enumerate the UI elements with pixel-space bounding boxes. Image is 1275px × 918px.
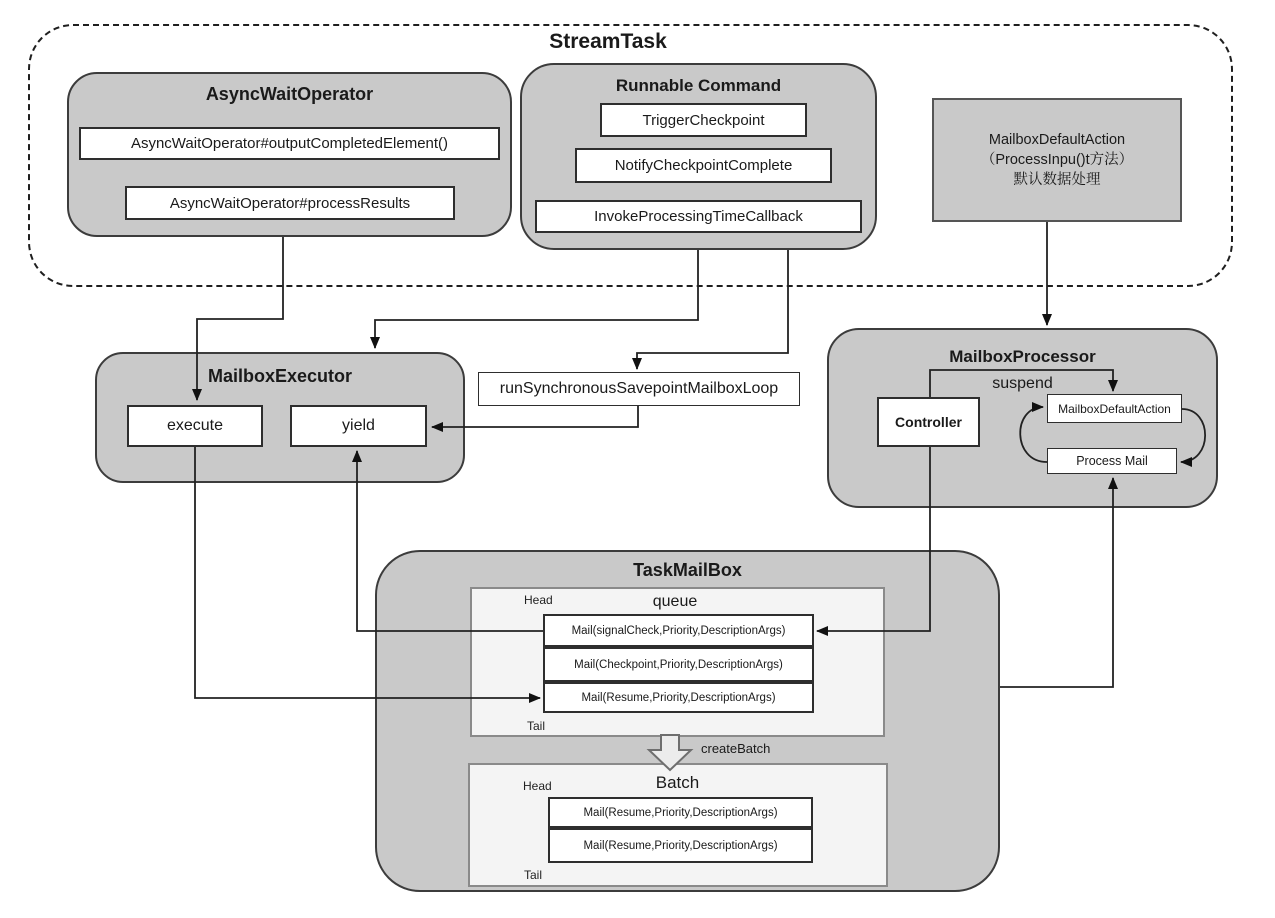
mailbox-default-action-source-line2: （ProcessInpu()t方法） xyxy=(980,152,1134,168)
process-mail-box: Process Mail xyxy=(1047,448,1177,474)
mailbox-processor-title: MailboxProcessor xyxy=(949,347,1096,366)
suspend-label: suspend xyxy=(992,375,1053,392)
batch-tail-label: Tail xyxy=(524,868,543,882)
runnable-command-title: Runnable Command xyxy=(615,76,782,95)
streamtask-title: StreamTask xyxy=(549,30,667,53)
queue-mail-row-3: Mail(Resume,Priority,DescriptionArgs) xyxy=(543,682,814,713)
mailbox-default-action-source-line3: 默认数据处理 xyxy=(1013,172,1101,188)
execute-box: execute xyxy=(127,405,263,447)
mailbox-default-action-box: MailboxDefaultAction xyxy=(1047,394,1182,423)
asyncwaitoperator-process-results: AsyncWaitOperator#processResults xyxy=(125,186,455,220)
batch-mail-row-2: Mail(Resume,Priority,DescriptionArgs) xyxy=(548,828,813,863)
mailbox-executor-title: MailboxExecutor xyxy=(207,366,353,386)
queue-head-label: Head xyxy=(524,593,553,607)
controller-box: Controller xyxy=(877,397,980,447)
queue-mail-row-2: Mail(Checkpoint,Priority,DescriptionArgs) xyxy=(543,647,814,682)
connector-task-mailbox-to-process-mail xyxy=(1000,478,1113,687)
trigger-checkpoint-box: TriggerCheckpoint xyxy=(600,103,807,137)
queue-title: queue xyxy=(652,593,698,610)
queue-tail-label: Tail xyxy=(527,719,546,733)
batch-mail-row-1: Mail(Resume,Priority,DescriptionArgs) xyxy=(548,797,813,828)
task-mailbox-title: TaskMailBox xyxy=(633,560,742,580)
run-synchronous-savepoint-mailbox-loop-box: runSynchronousSavepointMailboxLoop xyxy=(478,372,800,406)
asyncwaitoperator-output-completed-element: AsyncWaitOperator#outputCompletedElement() xyxy=(79,127,500,160)
yield-box: yield xyxy=(290,405,427,447)
invoke-processing-time-callback-box: InvokeProcessingTimeCallback xyxy=(535,200,862,233)
mailbox-default-action-source-box xyxy=(932,98,1182,222)
mailbox-default-action-source-line1: MailboxDefaultAction xyxy=(988,132,1126,148)
create-batch-label: createBatch xyxy=(701,741,771,756)
queue-mail-row-1: Mail(signalCheck,Priority,DescriptionArgs) xyxy=(543,614,814,647)
batch-head-label: Head xyxy=(523,779,552,793)
asyncwaitoperator-title: AsyncWaitOperator xyxy=(205,84,374,104)
batch-title: Batch xyxy=(655,773,700,792)
notify-checkpoint-complete-box: NotifyCheckpointComplete xyxy=(575,148,832,183)
